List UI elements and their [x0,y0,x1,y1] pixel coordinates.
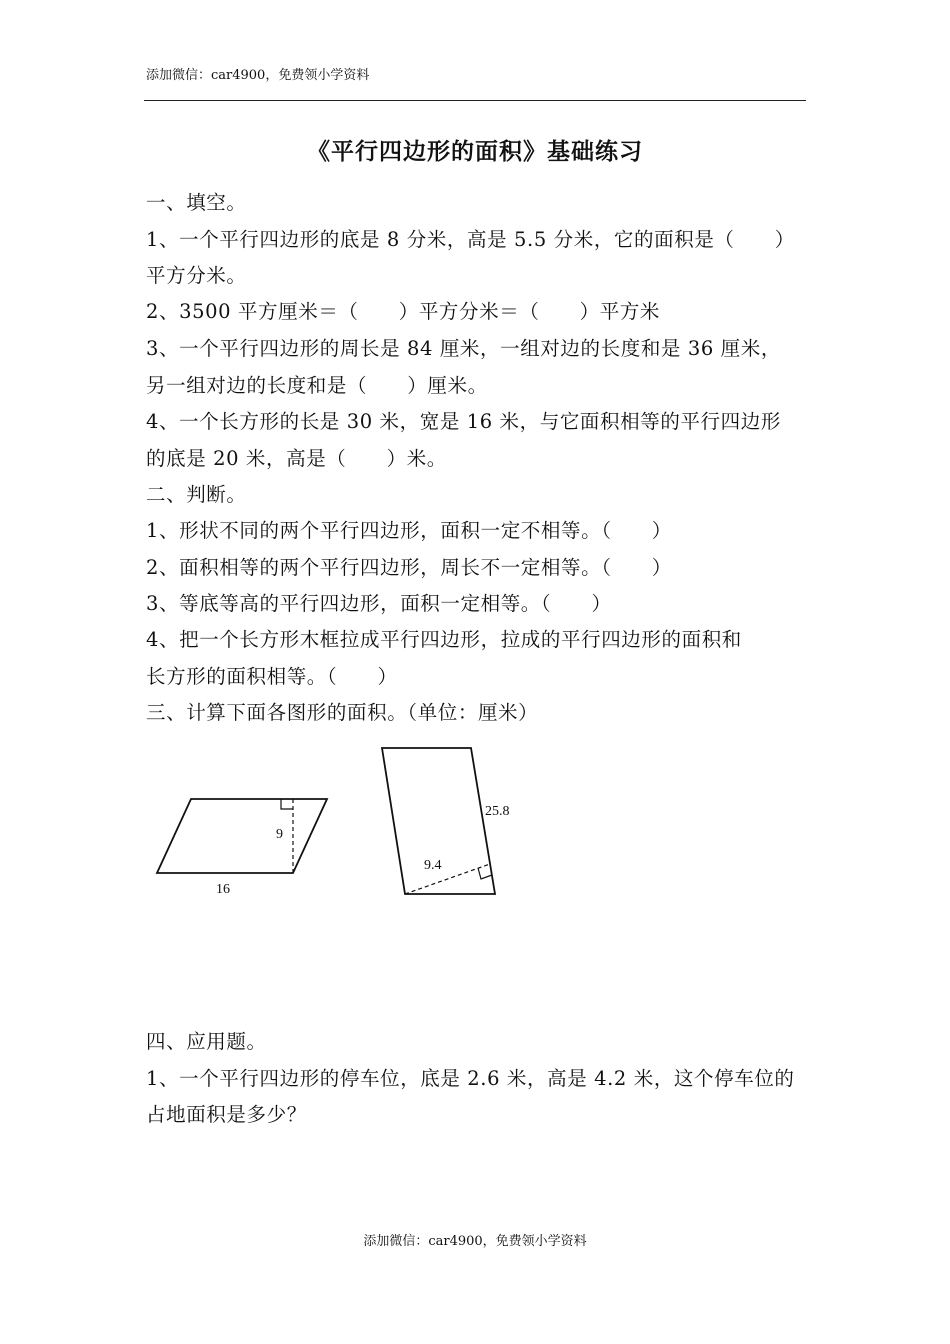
section1-line: 2、3500 平方厘米＝（ ）平方分米＝（ ）平方米 [146,300,661,323]
footer-note: 添加微信：car4900，免费领小学资料 [363,1234,587,1249]
base-label: 16 [216,882,230,897]
section2-line: 3、等底等高的平行四边形，面积一定相等。（ ） [146,592,612,615]
right-angle-mark [281,799,293,809]
header-note: 添加微信：car4900，免费领小学资料 [146,68,370,83]
parallelogram-figure-1 [150,790,340,900]
section2-line: 2、面积相等的两个平行四边形，周长不一定相等。（ ） [146,556,672,579]
section1-line: 3、一个平行四边形的周长是 84 厘米，一组对边的长度和是 36 厘米， [146,337,781,360]
section1-line: 平方分米。 [146,264,247,287]
right-angle-mark [478,868,492,879]
section2-heading: 二、判断。 [146,483,247,506]
section1-line: 1、一个平行四边形的底是 8 分米，高是 5.5 分米，它的面积是（ ） [146,228,795,251]
section1-heading: 一、填空。 [146,191,247,214]
page-title: 《平行四边形的面积》基础练习 [307,138,643,165]
height-label: 9.4 [424,858,442,873]
parallelogram-outline [157,799,327,873]
section4-line: 占地面积是多少？ [146,1103,307,1126]
header-divider [144,100,806,101]
section2-line: 长方形的面积相等。（ ） [146,665,398,688]
section2-line: 1、形状不同的两个平行四边形，面积一定不相等。（ ） [146,519,672,542]
height-label: 9 [276,827,283,842]
section1-line: 另一组对边的长度和是（ ）厘米。 [146,374,488,397]
section1-line: 的底是 20 米，高是（ ）米。 [146,447,447,470]
section1-line: 4、一个长方形的长是 30 米，宽是 16 米，与它面积相等的平行四边形 [146,410,781,433]
height-dashed-line [405,864,490,894]
section3-heading: 三、计算下面各图形的面积。（单位：厘米） [146,701,539,724]
section2-line: 4、把一个长方形木框拉成平行四边形，拉成的平行四边形的面积和 [146,628,742,651]
section4-line: 1、一个平行四边形的停车位，底是 2.6 米，高是 4.2 米，这个停车位的 [146,1067,795,1090]
section4-heading: 四、应用题。 [146,1030,267,1053]
parallelogram-figure-2 [375,740,535,900]
side-label: 25.8 [485,804,510,819]
